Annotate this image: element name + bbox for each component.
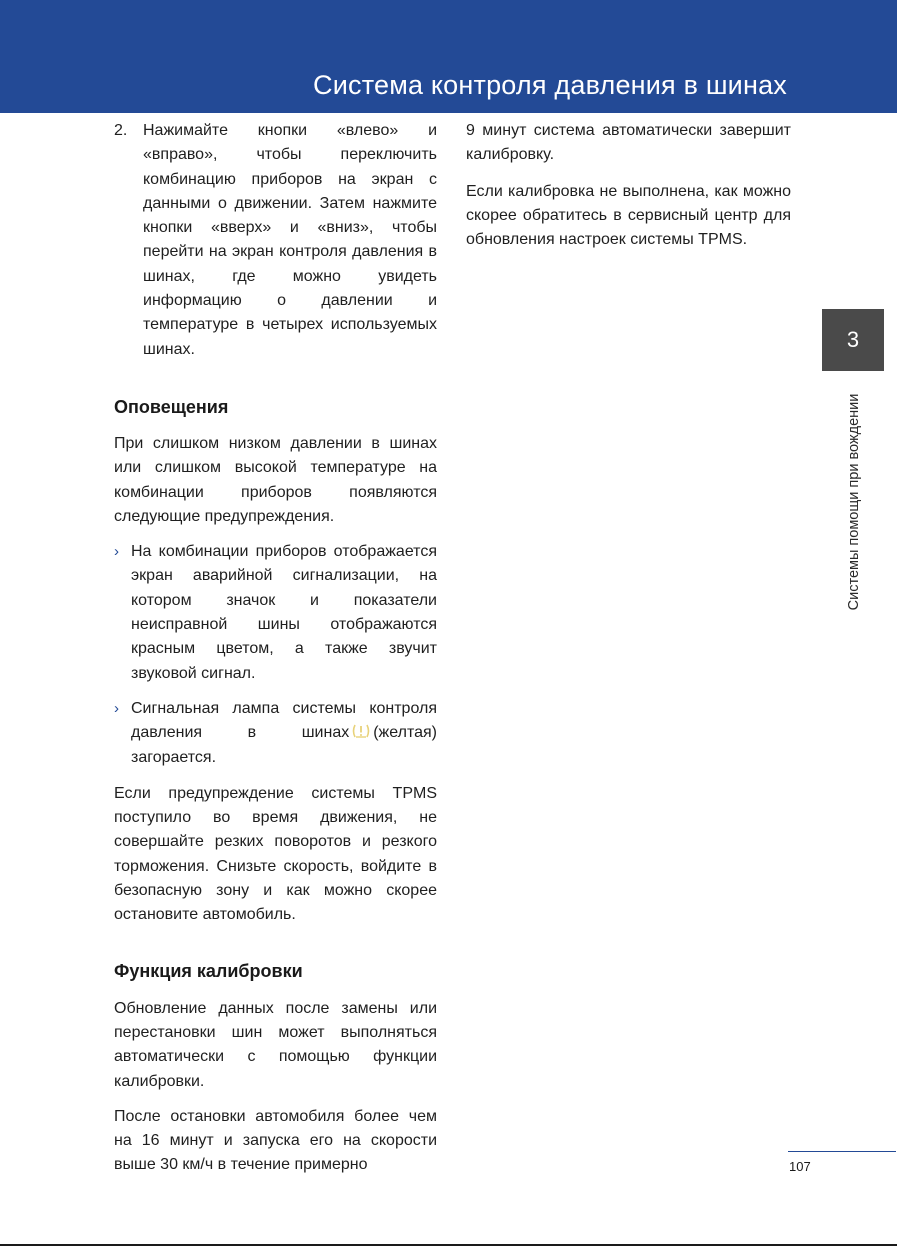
tpms-warning-paragraph: Если предупреждение системы TPMS поступило во время движения, не совершайте резких поворотов и резкого торможения. Снизьте скорость, войдите в безопасную зону и как можно скорее остановите автомобиль. [114,784,437,924]
item-text: Нажимайте кнопки «влево» и «вправо», чтобы переключить комбинацию приборов на экран с данными о движении. Затем нажмите кнопки «вверх» и «вниз», чтобы перейти на экран контроля давления в шинах, где можно увидеть информацию о давлении и температуре в четырех используемых шинах. [143,122,437,358]
left-column [114,119,437,1178]
item-number: 2. [114,122,128,139]
bullet-text [131,697,437,770]
chevron-right-icon: › [114,699,119,717]
calibration-heading: Функция калибровки [114,960,303,981]
footer-divider [788,1151,896,1152]
bullet-text-part: Сигнальная лампа системы контроля давления в шинах [131,699,437,742]
calibration-paragraph-2: После остановки автомобиля более чем на 16 минут и запуска его на скорости выше 30 км/ч в течение примерно [114,1107,437,1174]
bullet-text-part: (желтая) загорается. [131,724,437,766]
list-item [114,697,437,770]
numbered-item-2 [114,119,437,362]
tpms-warning-icon [352,723,370,739]
calibration-paragraph-1: Обновление данных после замены или перестановки шин может выполняться автоматически с помощью функции калибровки. [114,999,437,1090]
page-title: Система контроля давления в шинах [313,70,787,100]
chapter-tab [822,309,884,371]
page-number: 107 [789,1159,811,1174]
chevron-right-icon: › [114,543,119,561]
bullet-text: На комбинации приборов отображается экран аварийной сигнализации, на котором значок и показатели неисправной шины отображаются красным цветом, а также звучит звуковой сигнал. [131,543,437,682]
chapter-side-label [846,382,862,622]
list-item [114,540,437,686]
alerts-intro: При слишком низком давлении в шинах или слишком высокой температуре на комбинации приборов появляются следующие предупреждения. [114,434,437,525]
alerts-heading: Оповещения [114,396,229,417]
calibration-continued: 9 минут система автоматически завершит калибровку. [466,122,791,164]
chapter-number: 3 [846,327,860,352]
chapter-title: Системы помощи при вождении [846,393,862,611]
service-paragraph: Если калибровка не выполнена, как можно скорее обратитесь в сервисный центр для обновления настроек системы TPMS. [466,182,791,249]
page-header-band [0,0,897,113]
bottom-divider [0,1244,897,1246]
right-column [466,119,791,252]
